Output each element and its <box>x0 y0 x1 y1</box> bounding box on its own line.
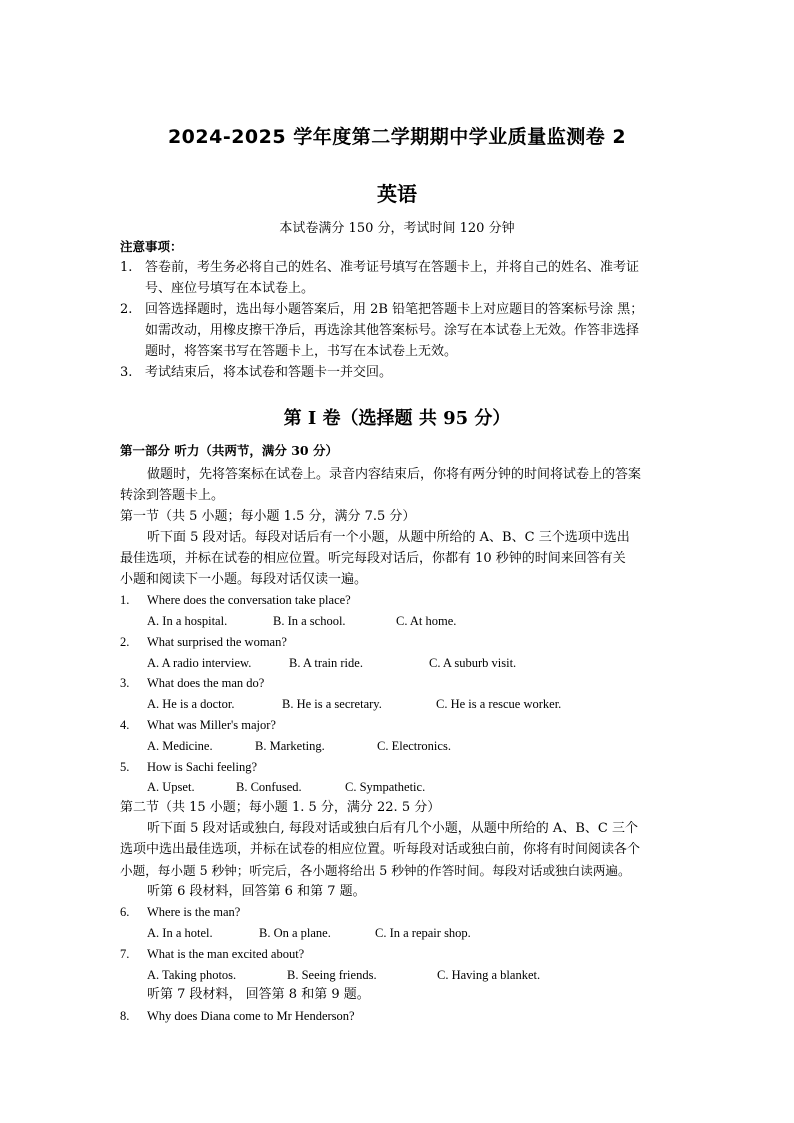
notice-item-num: 3. <box>120 365 133 380</box>
material-instruction: 听第 7 段材料， 回答第 8 和第 9 题。 <box>147 987 370 1002</box>
material-instruction: 听第 6 段材料，回答第 6 和第 7 题。 <box>147 884 366 899</box>
question-number: 4. <box>120 718 130 732</box>
option-a: A. In a hotel. <box>147 926 213 940</box>
notice-item-num: 2. <box>120 302 133 317</box>
volume-title: 第 I 卷（选择题 共 95 分） <box>283 408 511 429</box>
option-c: C. A suburb visit. <box>429 656 517 670</box>
notice-item-line: 回答选择题时，选出每小题答案后，用 2B 铅笔把答题卡上对应题目的答案标号涂 黑； <box>145 302 644 317</box>
option-b: B. Marketing. <box>255 739 325 753</box>
question-number: 5. <box>120 760 130 774</box>
option-b: B. Seeing friends. <box>287 968 377 982</box>
section2-intro-line: 选项中选出最佳选项，并标在试卷的相应位置。听每段对话或独白前，你将有时间阅读各个 <box>120 842 641 857</box>
question-text: Where is the man? <box>147 905 241 919</box>
section2-intro-line: 听下面 5 段对话或独白, 每段对话或独白后有几个小题，从题中所给的 A、B、C 三个 <box>147 821 638 836</box>
subject-title: 英语 <box>377 182 417 206</box>
option-c: C. At home. <box>396 614 457 628</box>
part1-intro-line: 做题时，先将答案标在试卷上。录音内容结束后，你将有两分钟的时间将试卷上的答案 <box>147 467 642 482</box>
question-text: Why does Diana come to Mr Henderson? <box>147 1009 355 1023</box>
option-a: A. Upset. <box>147 780 195 794</box>
question-text: What surprised the woman? <box>147 635 287 649</box>
notice-item-line: 考试结束后，将本试卷和答题卡一并交回。 <box>145 365 393 380</box>
option-c: C. Having a blanket. <box>437 968 541 982</box>
notice-item-line: 号、座位号填写在本试卷上。 <box>145 281 315 296</box>
option-a: A. A radio interview. <box>147 656 252 670</box>
section2-heading: 第二节（共 15 小题；每小题 1. 5 分，满分 22. 5 分） <box>120 800 441 815</box>
question-number: 7. <box>120 947 130 961</box>
option-c: C. Electronics. <box>377 739 451 753</box>
question-number: 6. <box>120 905 130 919</box>
question-text: What was Miller's major? <box>147 718 276 732</box>
question-text: What does the man do? <box>147 676 265 690</box>
option-b: B. A train ride. <box>289 656 363 670</box>
notice-item-line: 题时，将答案书写在答题卡上，书写在本试卷上无效。 <box>145 344 458 359</box>
question-number: 1. <box>120 593 130 607</box>
question-number: 8. <box>120 1009 130 1023</box>
option-a: A. He is a doctor. <box>147 697 235 711</box>
question-text: How is Sachi feeling? <box>147 760 258 774</box>
option-b: B. Confused. <box>236 780 302 794</box>
notice-item-line: 如需改动，用橡皮擦干净后，再选涂其他答案标号。涂写在本试卷上无效。作答非选择 <box>145 323 640 338</box>
question-number: 2. <box>120 635 130 649</box>
option-c: C. He is a rescue worker. <box>436 697 562 711</box>
option-a: A. Taking photos. <box>147 968 237 982</box>
question-number: 3. <box>120 676 130 690</box>
question-text: Where does the conversation take place? <box>147 593 351 607</box>
option-a: A. Medicine. <box>147 739 213 753</box>
option-b: B. He is a secretary. <box>282 697 382 711</box>
option-b: B. In a school. <box>273 614 346 628</box>
option-c: C. In a repair shop. <box>375 926 471 940</box>
option-b: B. On a plane. <box>259 926 331 940</box>
part1-heading: 第一部分 听力（共两节，满分 30 分） <box>120 443 338 458</box>
notice-item-num: 1. <box>120 260 133 275</box>
section1-intro-line: 听下面 5 段对话。每段对话后有一个小题，从题中所给的 A、B、C 三个选项中选出 <box>147 530 630 545</box>
section1-intro-line: 小题和阅读下一小题。每段对话仅读一遍。 <box>120 572 368 587</box>
notice-item-line: 答卷前，考生务必将自己的姓名、准考证号填写在答题卡上，并将自己的姓名、准考证 <box>145 260 640 275</box>
exam-note: 本试卷满分 150 分，考试时间 120 分钟 <box>279 221 515 236</box>
section1-intro-line: 最佳选项，并标在试卷的相应位置。听完每段对话后，你都有 10 秒钟的时间来回答有关 <box>120 551 626 566</box>
option-c: C. Sympathetic. <box>345 780 426 794</box>
exam-title: 2024-2025 学年度第二学期期中学业质量监测卷 2 <box>167 126 627 148</box>
part1-intro-line: 转涂到答题卡上。 <box>120 488 225 503</box>
question-text: What is the man excited about? <box>147 947 305 961</box>
option-a: A. In a hospital. <box>147 614 228 628</box>
section1-heading: 第一节（共 5 小题；每小题 1.5 分，满分 7.5 分） <box>120 509 416 524</box>
notice-heading: 注意事项： <box>120 239 183 254</box>
section2-intro-line: 小题，每小题 5 秒钟；听完后，各小题将给出 5 秒钟的作答时间。每段对话或独白读两遍。 <box>120 863 631 878</box>
